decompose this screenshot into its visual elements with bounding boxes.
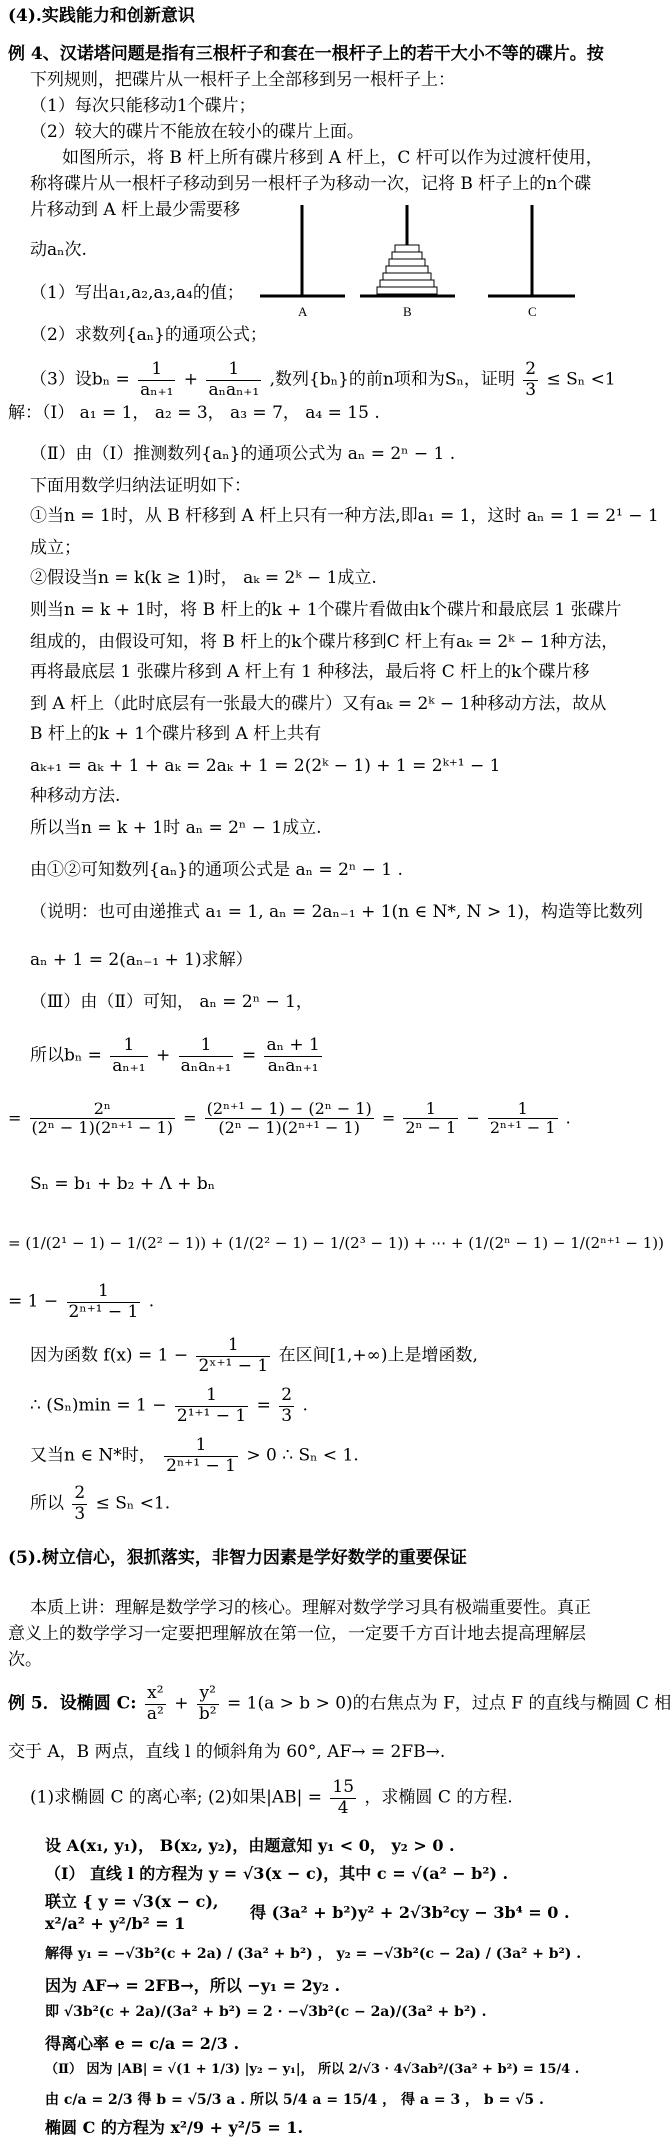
solution-line: ②假设当n = k(k ≥ 1)时， aₖ = 2ᵏ − 1成立. bbox=[30, 568, 377, 588]
example4-intro-line1: 例 4、汉诺塔问题是指有三根杆子和套在一根杆子上的若干大小不等的碟片。按 bbox=[8, 44, 604, 64]
solution5-system: 联立 { y = √3(x − c), bbox=[45, 1892, 219, 1911]
solution5-line: 设 A(x₁, y₁)， B(x₂, y₂)，由题意知 y₁ < 0， y₂ > 0 . bbox=[45, 1836, 455, 1855]
section5-paragraph-line3: 次。 bbox=[8, 1650, 42, 1670]
solution-line: aₖ₊₁ = aₖ + 1 + aₖ = 2aₖ + 1 = 2(2ᵏ − 1) + 1 = 2ᵏ⁺¹ − 1 bbox=[30, 756, 501, 776]
solution-line: 由①②可知数列{aₙ}的通项公式是 aₙ = 2ⁿ − 1 . bbox=[30, 860, 403, 880]
fraction: $\frac{\text{aₙ + 1}}{\text{aₙaₙ₊₁}}$ bbox=[266, 1035, 320, 1076]
rule-2: （2）较大的碟片不能放在较小的碟片上面。 bbox=[30, 122, 364, 142]
fraction: $\frac{1}{\text{aₙaₙ₊₁}}$ bbox=[208, 359, 260, 400]
disk bbox=[377, 287, 437, 294]
solution5-line: 得 (3a² + b²)y² + 2√3b²cy − 3b⁴ = 0 . bbox=[250, 1903, 570, 1922]
fraction: $\frac{\text{x²}}{\text{a²}}$ bbox=[146, 1683, 164, 1724]
rod-label-c: C bbox=[528, 304, 537, 319]
disk bbox=[386, 266, 428, 273]
sn-upper-bound: 又当n ∈ N*时， $\frac{1}{\text{2ⁿ⁺¹ − 1}}$ > 0 ∴ Sₙ < 1. bbox=[30, 1435, 359, 1476]
fraction: $\frac{1}{\text{2ⁿ⁺¹ − 1}}$ bbox=[68, 1281, 139, 1322]
section4-title: (4).实践能力和创新意识 bbox=[8, 6, 195, 26]
section5-paragraph-line2: 意义上的数学学习一定要把理解放在第一位，一定要千方百计地去提高理解层 bbox=[8, 1624, 586, 1644]
fraction: $\frac{1}{\text{2ˣ⁺¹ − 1}}$ bbox=[198, 1335, 269, 1376]
solution-line: ①当n = 1时，从 B 杆移到 A 杆上只有一种方法,即a₁ = 1，这时 aₙ = 1 = 2¹ − 1 bbox=[30, 506, 659, 526]
description-line2: 称将碟片从一根杆子移动到另一根杆子为移动一次，记将 B 杆子上的n个碟 bbox=[30, 174, 592, 194]
rod-label-a: A bbox=[298, 304, 308, 319]
disk bbox=[395, 245, 419, 252]
solution5-line: 椭圆 C 的方程为 x²/9 + y²/5 = 1. bbox=[45, 2118, 304, 2137]
example5-statement-line2: 交于 A，B 两点，直线 l 的倾斜角为 60°, AF→ = 2FB→. bbox=[8, 1742, 446, 1762]
fraction: $\frac{2}{3}$ bbox=[525, 359, 537, 400]
solution5-line: 由 c/a = 2/3 得 b = √5/3 a . 所以 5/4 a = 15/4 ， 得 a = 3 ， b = √5 . bbox=[45, 2092, 544, 2108]
disk bbox=[383, 273, 431, 280]
solution-line: 所以当n = k + 1时 aₙ = 2ⁿ − 1成立. bbox=[30, 818, 322, 838]
solution-line: 种移动方法. bbox=[30, 786, 121, 806]
section5-paragraph-line1: 本质上讲：理解是数学学习的核心。理解对数学学习具有极端重要性。真正 bbox=[30, 1598, 591, 1618]
solution-line: 则当n = k + 1时，将 B 杆上的k + 1个碟片看做由k个碟片和最底层 1 张碟片 bbox=[30, 600, 622, 620]
solution-note: （说明：也可由递推式 a₁ = 1, aₙ = 2aₙ₋₁ + 1(n ∈ N*, N > 1)，构造等比数列 bbox=[30, 902, 644, 922]
rule-1: （1）每次只能移动1个碟片； bbox=[30, 96, 256, 116]
fraction: $\frac{1}{\text{2ⁿ⁺¹ − 1}}$ bbox=[489, 1099, 556, 1138]
rod-label-b: B bbox=[403, 304, 412, 319]
example5-questions: (1)求椭圆 C 的离心率; (2)如果|AB| = $\frac{15}{4}$ ，求椭圆 C 的方程. bbox=[30, 1777, 513, 1818]
description-line3: 片移动到 A 杆上最少需要移 bbox=[30, 200, 241, 220]
fraction: $\frac{\text{2ⁿ}}{\text{(2ⁿ − 1)(2ⁿ⁺¹ − 1)}}$ bbox=[31, 1099, 174, 1138]
description-line1: 如图所示，将 B 杆上所有碟片移到 A 杆上，C 杆可以作为过渡杆使用， bbox=[62, 148, 603, 168]
section5-title: (5).树立信心，狠抓落实，非智力因素是学好数学的重要保证 bbox=[8, 1548, 467, 1568]
equation-bn-expanded: = $\frac{\text{2ⁿ}}{\text{(2ⁿ − 1)(2ⁿ⁺¹ − 1)}}$ = $\frac{\text{(2ⁿ⁺¹ − 1) − (2ⁿ − 1)}}{\text{(2ⁿ − 1)(2ⁿ⁺¹ − 1)}}$ = $\frac{1}{\text{2ⁿ − 1}}$ − $\frac{1}{\text{2ⁿ⁺¹ − 1}}$ . bbox=[8, 1099, 571, 1138]
disk bbox=[389, 259, 425, 266]
equation-sn: Sₙ = b₁ + b₂ + Λ + bₙ bbox=[30, 1174, 216, 1194]
question-3: （3）设bₙ = $\frac{1}{\text{aₙ₊₁}}$ + $\frac{1}{\text{aₙaₙ₊₁}}$ ,数列{bₙ}的前n项和为Sₙ，证明 $\frac{2}{3}$ ≤ Sₙ <1 bbox=[30, 359, 616, 400]
example5-statement: 例 5．设椭圆 C: $\frac{\text{x²}}{\text{a²}}$ + $\frac{\text{y²}}{\text{b²}}$ = 1(a > b > 0)的右焦点为 F，过点 F 的直线与椭圆 C 相 bbox=[8, 1683, 671, 1724]
solution5-line: （Ⅱ） 因为 |AB| = √(1 + 1/3) |y₂ − y₁|， 所以 2/√3 · 4√3ab²/(3a² + b²) = 15/4 . bbox=[45, 2062, 580, 2077]
conclusion: 所以 $\frac{2}{3}$ ≤ Sₙ <1. bbox=[30, 1483, 171, 1524]
solution5-line: 即 √3b²(c + 2a)/(3a² + b²) = 2 · −√3b²(c − 2a)/(3a² + b²) . bbox=[45, 2004, 487, 2020]
fraction: $\frac{\text{(2ⁿ⁺¹ − 1) − (2ⁿ − 1)}}{\text{(2ⁿ − 1)(2ⁿ⁺¹ − 1)}}$ bbox=[206, 1099, 372, 1138]
disk bbox=[380, 280, 434, 287]
question-2: （2）求数列{aₙ}的通项公式； bbox=[30, 325, 267, 345]
fraction: $\frac{2}{3}$ bbox=[74, 1483, 86, 1524]
fraction: $\frac{\text{y²}}{\text{b²}}$ bbox=[198, 1683, 217, 1724]
disk bbox=[392, 252, 422, 259]
question-1: （1）写出a₁,a₂,a₃,a₄的值； bbox=[30, 283, 244, 303]
equation-bn: 所以bₙ = $\frac{1}{\text{aₙ₊₁}}$ + $\frac{1}{\text{aₙaₙ₊₁}}$ = $\frac{\text{aₙ + 1}}{\text{aₙaₙ₊₁}}$ bbox=[30, 1035, 320, 1076]
fraction: $\frac{1}{\text{2ⁿ − 1}}$ bbox=[405, 1099, 457, 1138]
fraction: $\frac{15}{4}$ bbox=[332, 1777, 355, 1818]
fraction: $\frac{1}{\text{aₙ₊₁}}$ bbox=[112, 1035, 146, 1076]
hanoi-tower-figure bbox=[230, 200, 585, 320]
solution-line: 下面用数学归纳法证明如下： bbox=[30, 476, 251, 496]
solution-line: 再将最底层 1 张碟片移到 A 杆上有 1 种移法，最后将 C 杆上的k个碟片移 bbox=[30, 662, 590, 682]
equation-sn-result: = 1 − $\frac{1}{\text{2ⁿ⁺¹ − 1}}$ . bbox=[8, 1281, 155, 1322]
solution-part1: 解：（Ⅰ） a₁ = 1， a₂ = 3， a₃ = 7， a₄ = 15 . bbox=[8, 403, 380, 423]
solution-note: aₙ + 1 = 2(aₙ₋₁ + 1)求解） bbox=[30, 950, 253, 970]
fraction: $\frac{1}{\text{aₙaₙ₊₁}}$ bbox=[180, 1035, 232, 1076]
disk-stack bbox=[377, 245, 437, 294]
solution5-line: 解得 y₁ = −√3b²(c + 2a) / (3a² + b²) ， y₂ = −√3b²(c − 2a) / (3a² + b²) . bbox=[45, 1946, 582, 1962]
solution5-system: x²/a² + y²/b² = 1 bbox=[45, 1914, 186, 1933]
solution-part3: （Ⅲ）由（Ⅱ）可知， aₙ = 2ⁿ − 1， bbox=[30, 992, 313, 1012]
solution-line: 到 A 杆上（此时底层有一张最大的碟片）又有aₖ = 2ᵏ − 1种移动方法，故从 bbox=[30, 694, 607, 714]
description-line4: 动aₙ次. bbox=[30, 240, 87, 260]
solution-line: 组成的，由假设可知，将 B 杆上的k个碟片移到C 杆上有aₖ = 2ᵏ − 1种方法， bbox=[30, 632, 619, 652]
solution-line: 成立； bbox=[30, 538, 81, 558]
solution-part2: （Ⅱ）由（Ⅰ）推测数列{aₙ}的通项公式为 aₙ = 2ⁿ − 1 . bbox=[30, 444, 456, 464]
solution5-line: 因为 AF→ = 2FB→，所以 −y₁ = 2y₂ . bbox=[45, 1976, 341, 1995]
solution5-line: 得离心率 e = c/a = 2/3 . bbox=[45, 2034, 240, 2053]
fraction: $\frac{1}{\text{2ⁿ⁺¹ − 1}}$ bbox=[166, 1435, 236, 1476]
sn-minimum: ∴ (Sₙ)min = 1 − $\frac{1}{\text{2¹⁺¹ − 1}}$ = $\frac{2}{3}$ . bbox=[30, 1385, 308, 1426]
solution5-line: （Ⅰ） 直线 l 的方程为 y = √3(x − c)，其中 c = √(a² − b²) . bbox=[45, 1864, 509, 1883]
fraction: $\frac{2}{3}$ bbox=[281, 1385, 293, 1426]
equation-sn-telescoping: = (1/(2¹ − 1) − 1/(2² − 1)) + (1/(2² − 1) − 1/(2³ − 1)) + ⋯ + (1/(2ⁿ − 1) − 1/(2ⁿ⁺¹ − 1)) bbox=[8, 1234, 664, 1252]
function-monotonic: 因为函数 f(x) = 1 − $\frac{1}{\text{2ˣ⁺¹ − 1}}$ 在区间[1,+∞)上是增函数, bbox=[30, 1335, 478, 1376]
example4-intro-line2: 下列规则，把碟片从一根杆子上全部移到另一根杆子上： bbox=[30, 70, 455, 90]
fraction: $\frac{1}{\text{2¹⁺¹ − 1}}$ bbox=[176, 1385, 247, 1426]
fraction: $\frac{1}{\text{aₙ₊₁}}$ bbox=[140, 359, 174, 400]
solution-line: B 杆上的k + 1个碟片移到 A 杆上共有 bbox=[30, 724, 322, 744]
